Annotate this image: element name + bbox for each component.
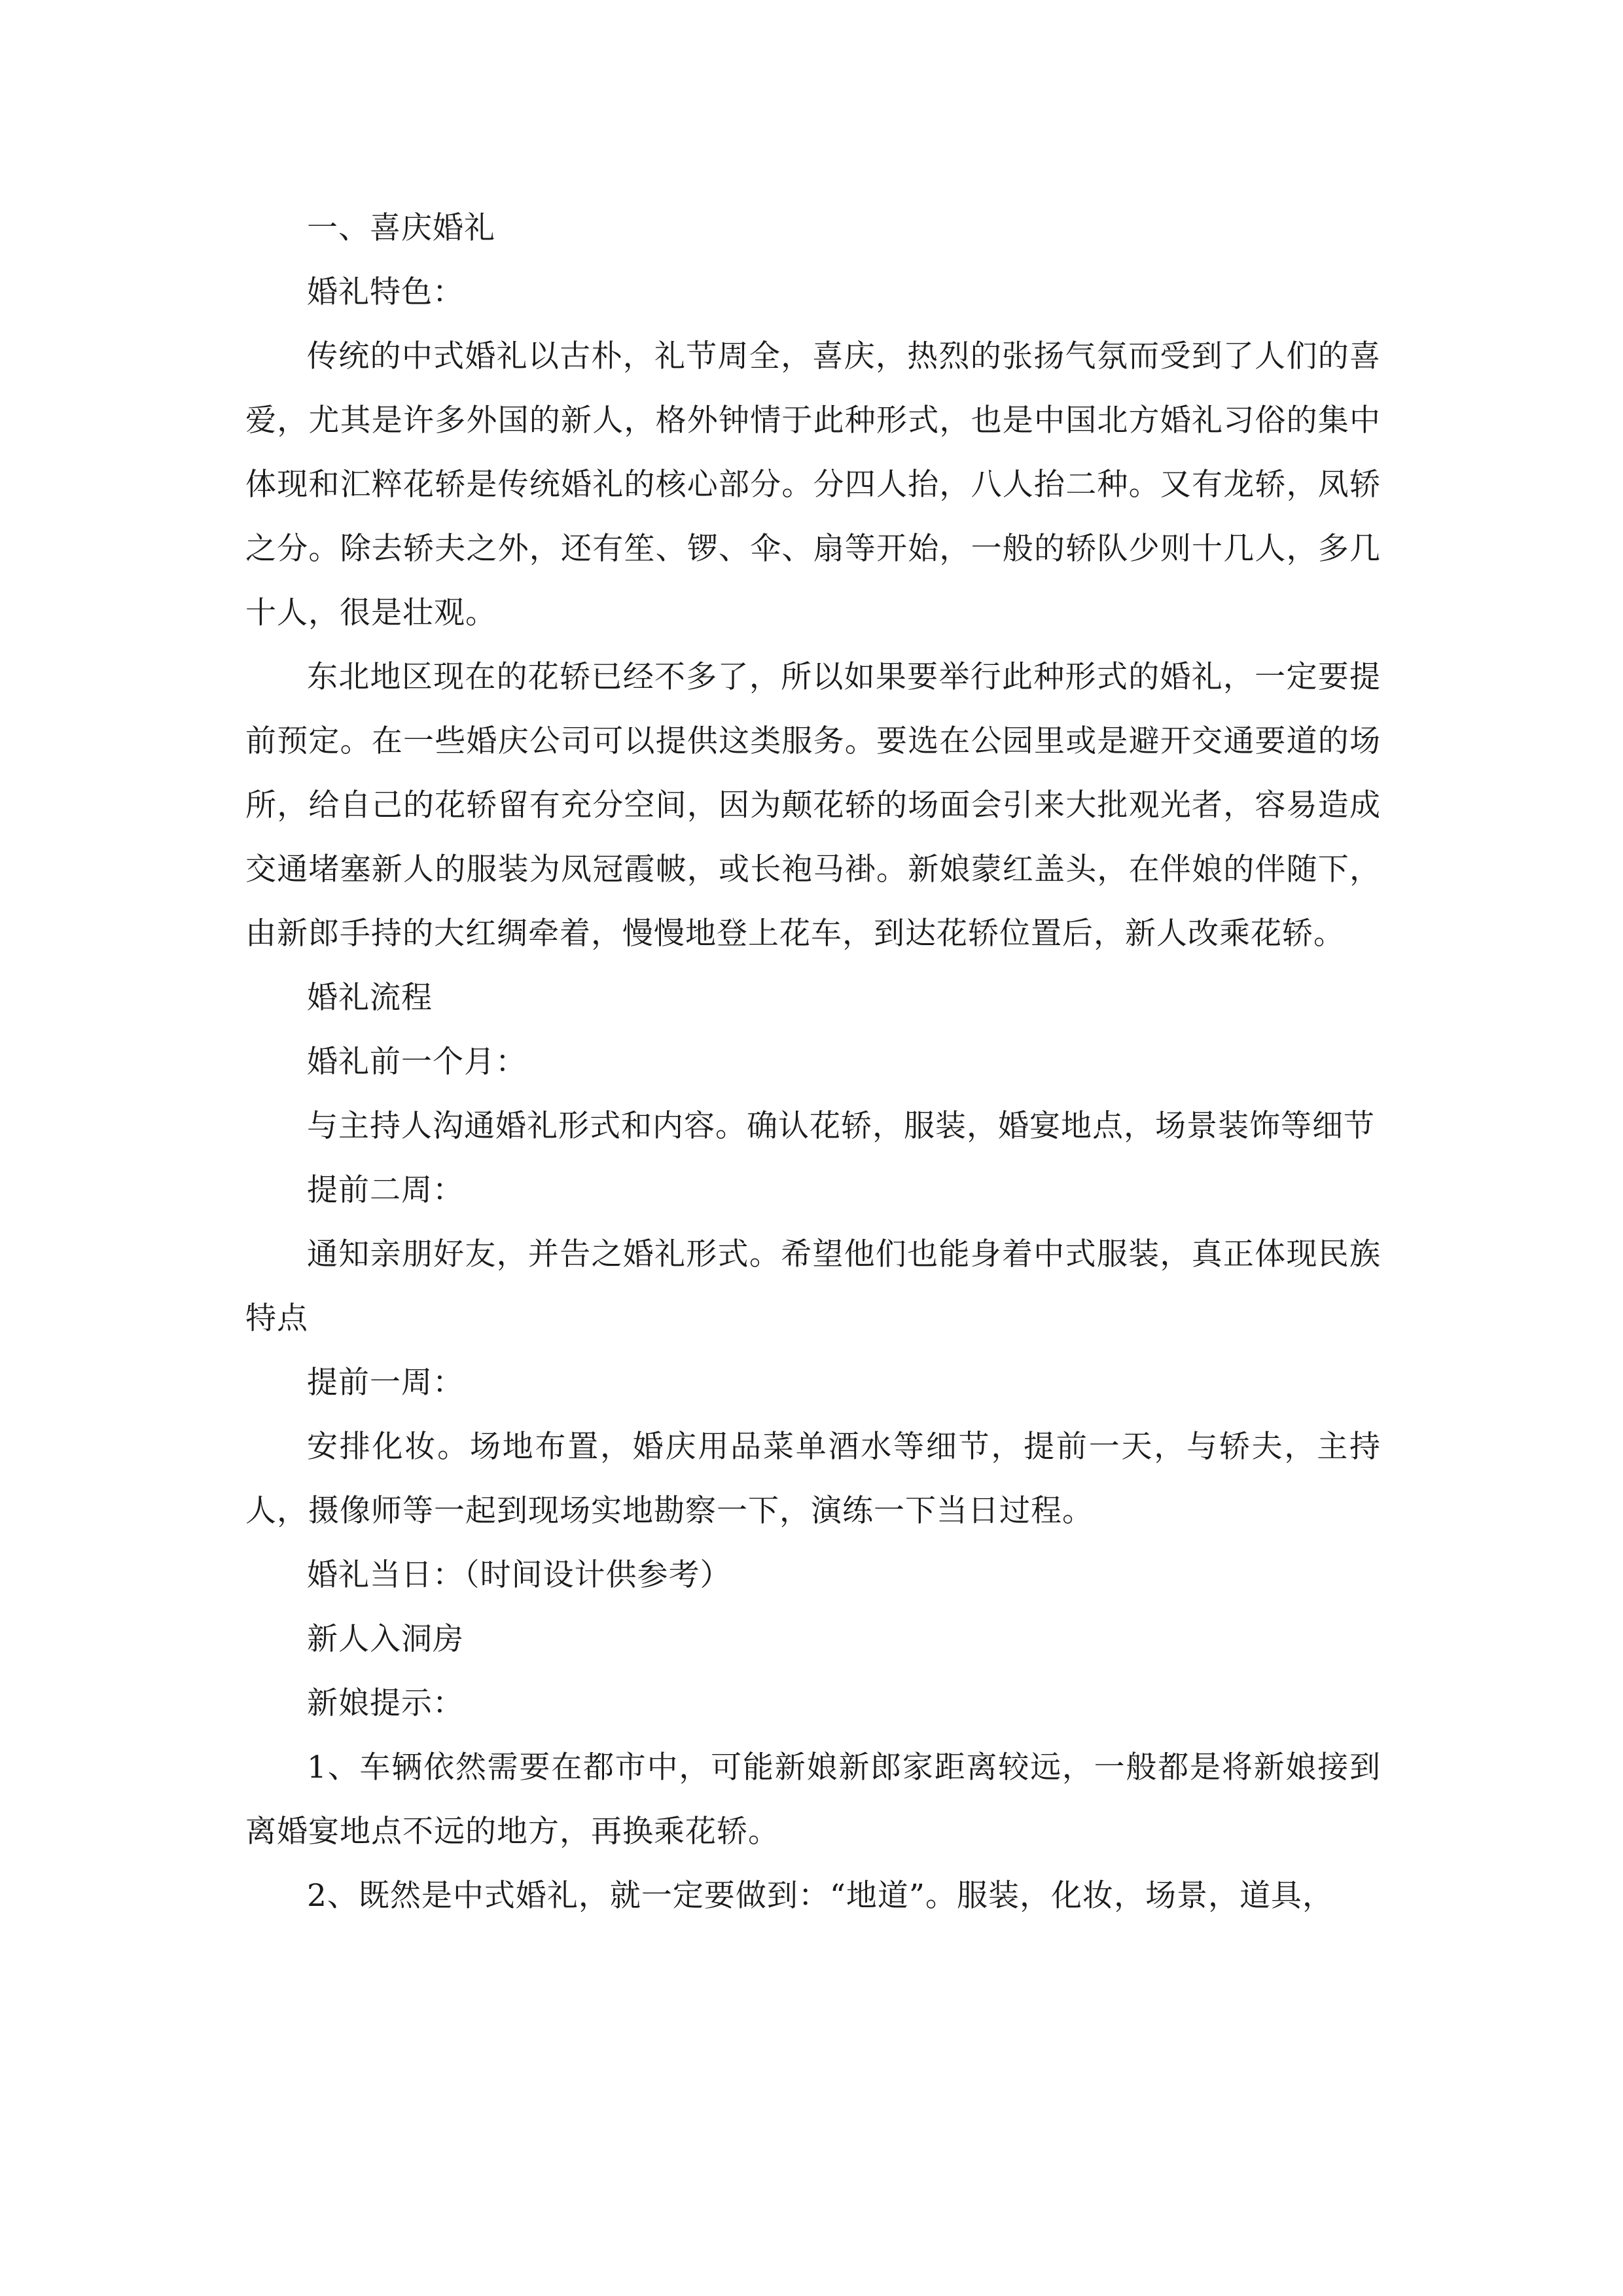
- subheading-process: 婚礼流程: [307, 980, 433, 1016]
- document-body: [245, 196, 1381, 1928]
- paragraph-one-month-before: 与主持人沟通婚礼形式和内容。确认花轿，服装，婚宴地点，场景装饰等细节: [307, 1108, 1375, 1144]
- paragraph-one-week-before: 安排化妆。场地布置，婚庆用品菜单酒水等细节，提前一天，与轿夫，主持人，摄像师等一起到现场实地勘察一下，演练一下当日过程。: [245, 1429, 1381, 1529]
- subheading-one-month-before: 婚礼前一个月：: [307, 1044, 527, 1080]
- subheading-features: 婚礼特色：: [307, 274, 464, 310]
- paragraph-two-weeks-before: 通知亲朋好友，并告之婚礼形式。希望他们也能身着中式服装，真正体现民族特点: [245, 1236, 1381, 1336]
- paragraph-features-description: 传统的中式婚礼以古朴，礼节周全，喜庆，热烈的张扬气氛而受到了人们的喜爱，尤其是许多外国的新人，格外钟情于此种形式，也是中国北方婚礼习俗的集中体现和汇粹花轿是传统婚礼的核心部分。分四人抬，八人抬二种。又有龙轿，凤轿之分。除去轿夫之外，还有笙、锣、伞、扇等开始，一般的轿队少则十几人，多几十人，很是壮观。: [245, 338, 1381, 631]
- subheading-one-week-before: 提前一周：: [307, 1365, 464, 1401]
- subheading-wedding-day: 婚礼当日：（时间设计供参考）: [307, 1557, 732, 1593]
- subheading-bridal-chamber: 新人入洞房: [307, 1621, 464, 1657]
- subheading-bride-tips: 新娘提示：: [307, 1685, 464, 1721]
- subheading-two-weeks-before: 提前二周：: [307, 1172, 464, 1208]
- paragraph-tip-1: 1、车辆依然需要在都市中，可能新娘新郎家距离较远，一般都是将新娘接到离婚宴地点不远的地方，再换乘花轿。: [245, 1749, 1381, 1850]
- paragraph-northeast-sedan: 东北地区现在的花轿已经不多了，所以如果要举行此种形式的婚礼，一定要提前预定。在一些婚庆公司可以提供这类服务。要选在公园里或是避开交通要道的场所，给自己的花轿留有充分空间，因为颠花轿的场面会引来大批观光者，容易造成交通堵塞新人的服装为凤冠霞帔，或长袍马褂。新娘蒙红盖头，在伴娘的伴随下，由新郎手持的大红绸牵着，慢慢地登上花车，到达花轿位置后，新人改乘花轿。: [245, 659, 1381, 952]
- section-title: 一、喜庆婚礼: [307, 210, 495, 246]
- paragraph-tip-2: 2、既然是中式婚礼，就一定要做到：“地道”。服装，化妆，场景，道具，: [307, 1878, 1334, 1914]
